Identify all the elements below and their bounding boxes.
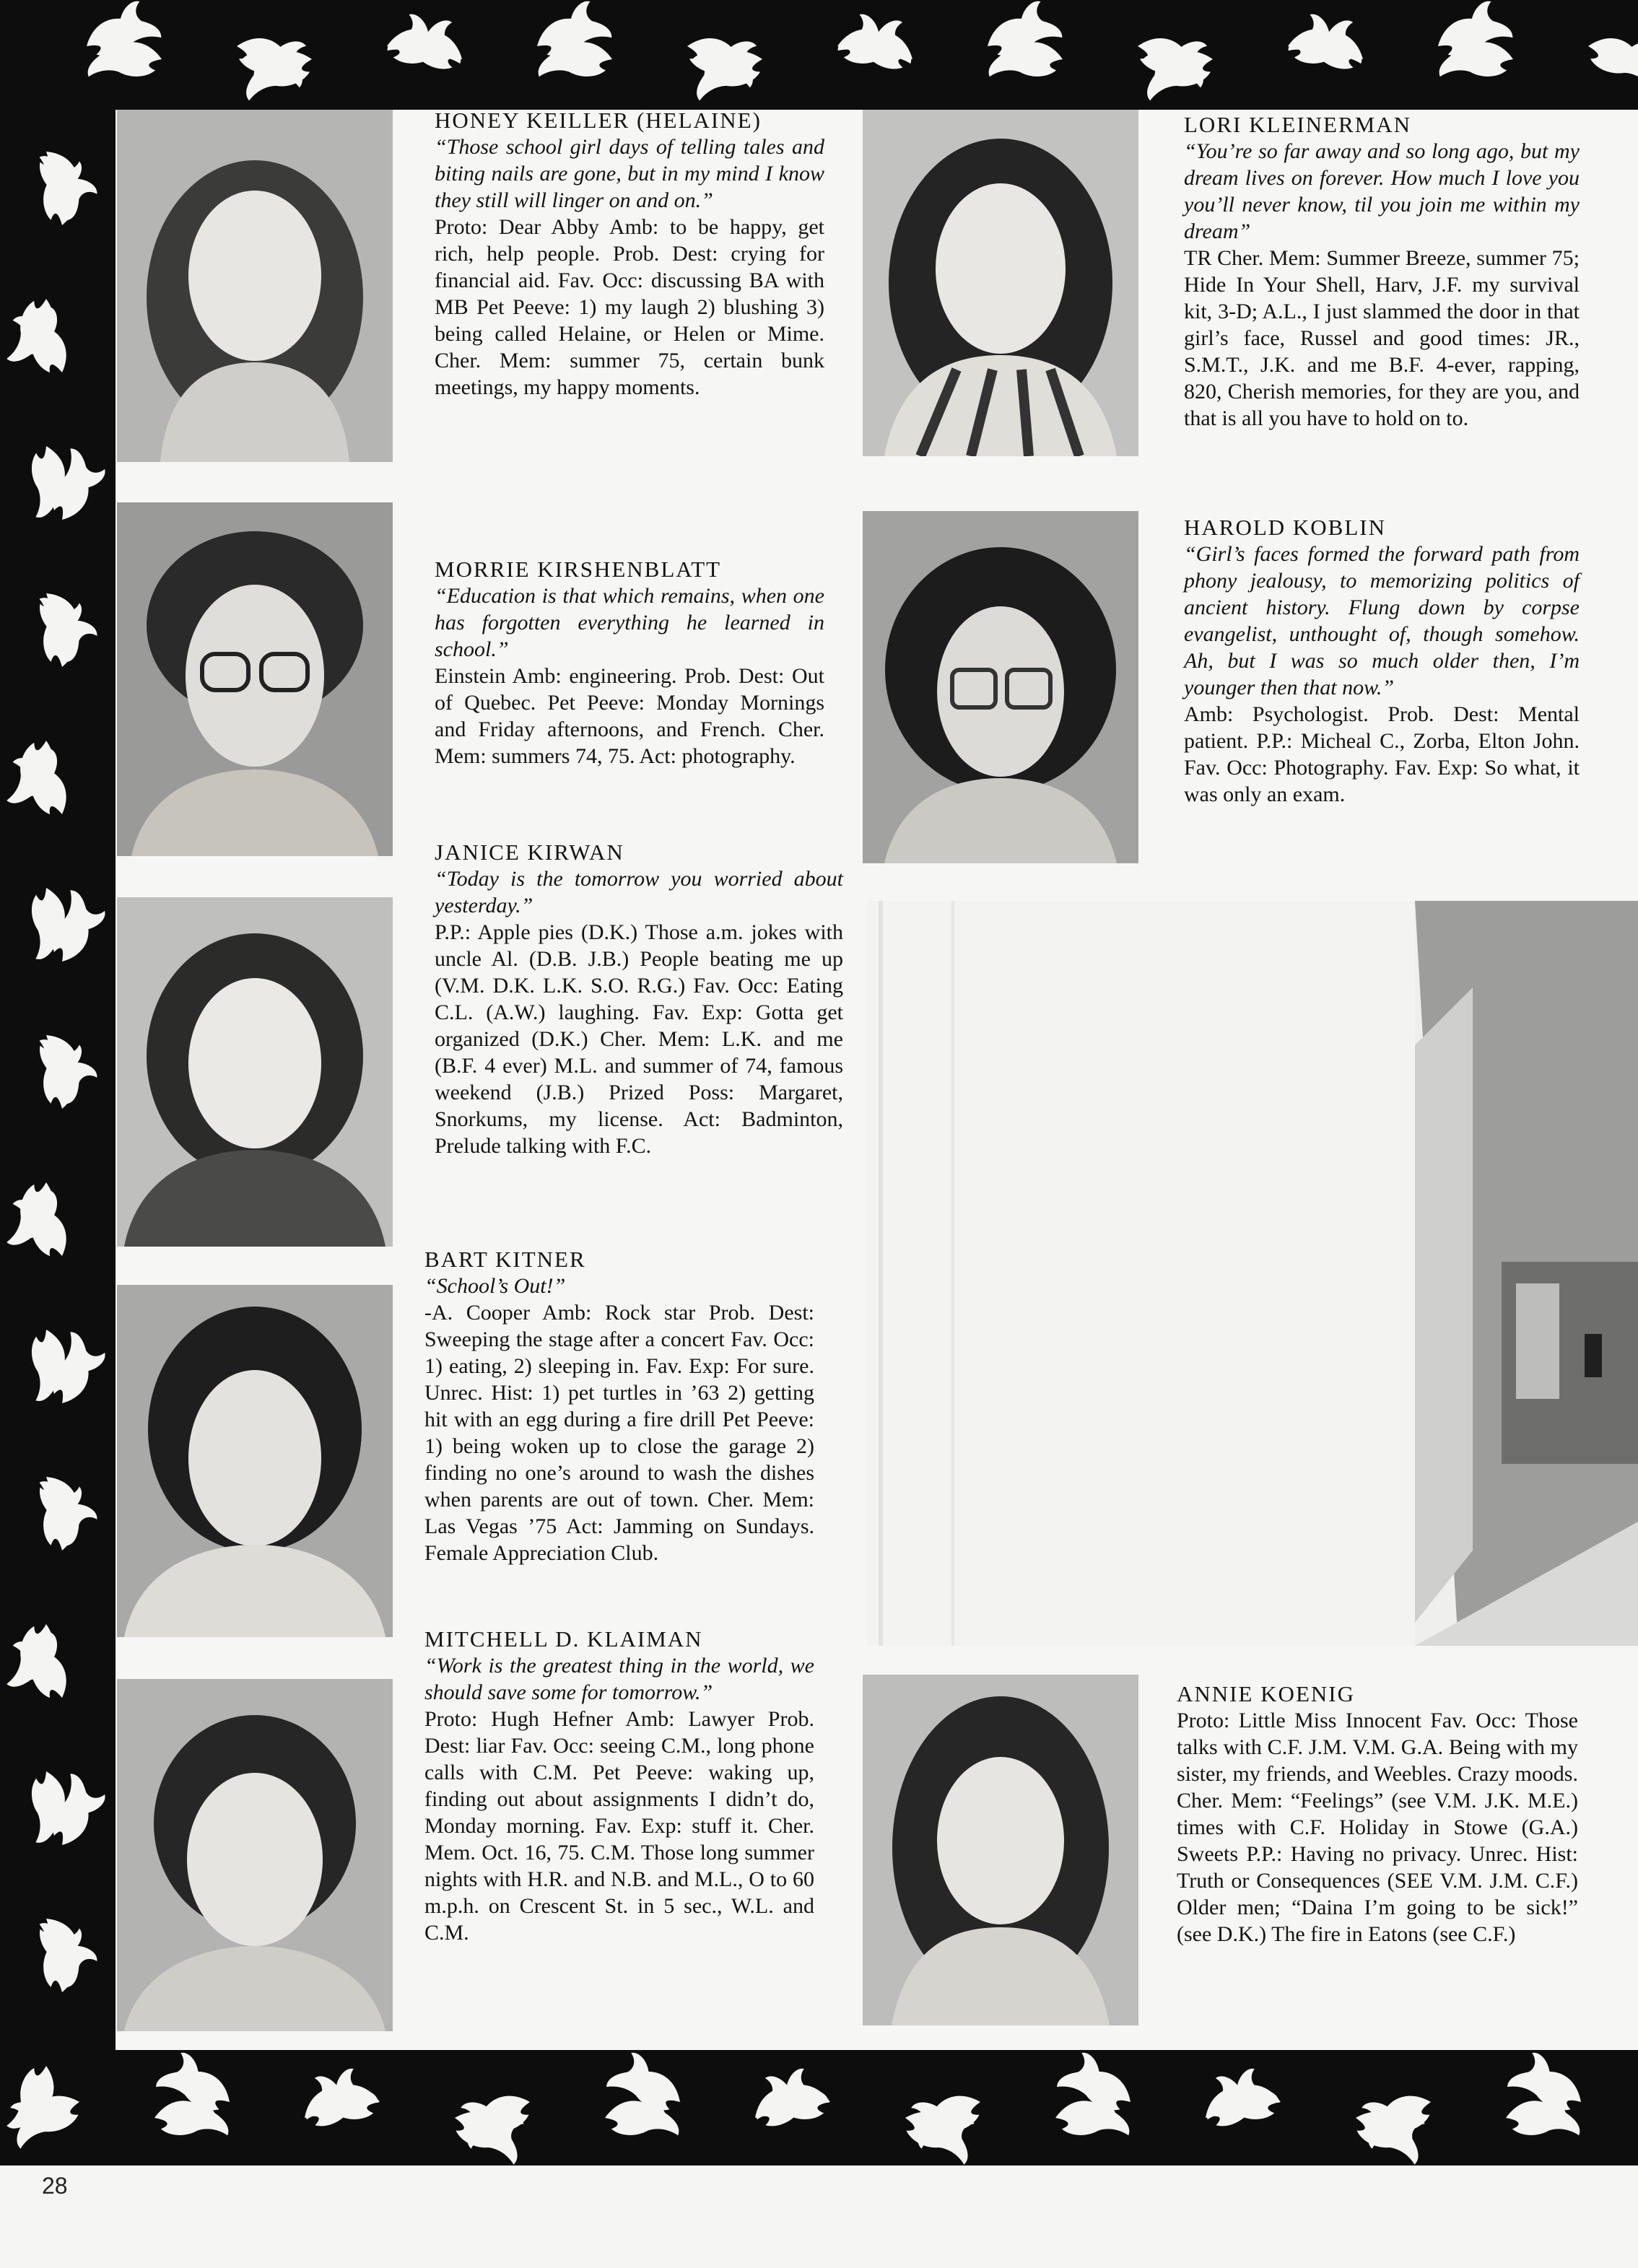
portrait-photo-morrie-kirshenblatt (117, 502, 393, 856)
bird-silhouette (1582, 22, 1638, 88)
entry-bart-kitner (424, 1246, 814, 1566)
student-details: -A. Cooper Amb: Rock star Prob. Dest: Sweeping the stage after a concert Fav. Occ: 1) eating, 2) sleeping in. Fav. Exp: For sure. Unrec. Hist: 1) pet turtles in ’63 2) getting hit with an egg during a fire drill Pet Peeve: 1) being woken up to close the garage 2) finding no one’s around to wash the dishes when parents are out of town. Cher. Mem: Las Vegas ’75 Act: Jamming on Sundays. Female Appreciation Club. (424, 1301, 814, 1565)
entry-lori-kleinerman (1184, 111, 1580, 432)
student-name: MORRIE KIRSHENBLATT (435, 557, 722, 582)
student-name: LORI KLEINERMAN (1184, 112, 1411, 137)
student-name: JANICE KIRWAN (435, 839, 624, 865)
entry-janice-kirwan (435, 839, 843, 1159)
hallway-photo (866, 901, 1638, 1646)
student-name: HONEY KEILLER (HELAINE) (435, 108, 762, 133)
portrait-photo-janice-kirwan (117, 897, 393, 1247)
student-details: Proto: Little Miss Innocent Fav. Occ: Those talks with C.F. J.M. V.M. G.A. Being with my sister, my friends, and Weebles. Crazy moods. Cher. Mem: “Feelings” (see V.M. J.K. M.E.) times with C.F. Holiday in Stowe (G.A.) Sweets P.P.: Having no privacy. Unrec. Hist: Truth or Consequences (SEE V.M. J.M. C.F.) Older men; “Daina I’m going to be sick!” (see D.K.) The fire in Eatons (see C.F.) (1177, 1709, 1578, 1946)
entry-harold-koblin (1184, 514, 1580, 808)
portrait-photo-honey-keiller (117, 110, 393, 462)
student-quote: “Work is the greatest thing in the world, we should save some for tomorrow.” (424, 1654, 814, 1704)
portrait-photo-mitchell-klaiman (117, 1679, 393, 2031)
student-details: Proto: Hugh Hefner Amb: Lawyer Prob. Dest: liar Fav. Occ: seeing C.M., long phone calls with C.M. Pet Peeve: waking up, finding out about assignments I didn’t do, Monday morning. Fav. Exp: stuff it. Cher. Mem. Oct. 16, 75. C.M. Those long summer nights with H.R. and N.B. and M.L., O to 60 m.p.h. on Crescent St. in 5 sec., W.L. and C.M. (424, 1707, 814, 1945)
student-details: Proto: Dear Abby Amb: to be happy, get rich, help people. Prob. Dest: crying for financial aid. Fav. Occ: discussing BA with MB Pet Peeve: 1) my laugh 2) blushing 3) being called Helaine, or Helen or Mime. Cher. Mem: summer 75, certain bunk meetings, my happy moments. (435, 215, 824, 399)
student-name: BART KITNER (424, 1247, 586, 1272)
entry-morrie-kirshenblatt (435, 556, 824, 769)
student-quote: “You’re so far away and so long ago, but my dream lives on forever. How much I love you you’ll never know, til you join me within my dream” (1184, 139, 1580, 243)
portrait-photo-bart-kitner (117, 1285, 393, 1637)
entry-annie-koenig (1177, 1680, 1578, 1948)
bird-silhouette (1288, 10, 1372, 76)
portrait-photo-annie-koenig (863, 1675, 1138, 2025)
student-quote: “Girl’s faces formed the forward path from phony jealousy, to memorizing politics of ancient history. Flung down by corpse evangelist, unthought of, though somehow. Ah, but I was so much older then, I’m younger then that now.” (1184, 542, 1580, 699)
student-details: Einstein Amb: engineering. Prob. Dest: Out of Quebec. Pet Peeve: Monday Mornings and Friday afternoons, and French. Cher. Mem: summers 74, 75. Act: photography. (435, 664, 824, 768)
student-quote: “School’s Out!” (424, 1274, 566, 1298)
entry-honey-keiller (435, 107, 824, 401)
bird-silhouette (387, 10, 471, 76)
student-details: TR Cher. Mem: Summer Breeze, summer 75; Hide In Your Shell, Harv, J.F. my survival kit, 3-D; A.L., I just slammed the door in that girl’s face, Russel and good times: JR., S.M.T., J.K. and me B.F. 4-ever, rapping, 820, Cherish memories, for they are you, and that is all you have to hold on to. (1184, 246, 1580, 430)
bird-silhouette (837, 10, 922, 76)
entry-mitchell-klaiman (424, 1626, 814, 1946)
student-quote: “Education is that which remains, when one has forgotten everything he learned in school.” (435, 584, 824, 661)
page-number: 28 (42, 2173, 68, 2199)
student-name: HAROLD KOBLIN (1184, 515, 1387, 540)
portrait-photo-lori-kleinerman (863, 110, 1138, 456)
student-quote: “Today is the tomorrow you worried about yesterday.” (435, 867, 843, 917)
student-quote: “Those school girl days of telling tales and biting nails are gone, but in my mind I know they still will linger on and on.” (435, 135, 824, 212)
student-name: ANNIE KOENIG (1177, 1681, 1355, 1706)
portrait-photo-harold-koblin (863, 511, 1138, 863)
student-details: P.P.: Apple pies (D.K.) Those a.m. jokes with uncle Al. (D.B. J.B.) People beating me up (V.M. D.K. L.K. S.O. R.G.) Fav. Occ: Eating C.L. (A.W.) laughing. Fav. Exp: Gotta get organized (D.K.) Cher. Mem: L.K. and me (B.F. 4 ever) M.L. and summer of 74, famous weekend (J.B.) Prized Poss: Margaret, Snorkums, my license. Act: Badminton, Prelude talking with F.C. (435, 920, 843, 1158)
student-details: Amb: Psychologist. Prob. Dest: Mental patient. P.P.: Micheal C., Zorba, Elton John. Fav. Occ: Photography. Fav. Exp: So what, it was only an exam. (1184, 702, 1580, 806)
student-name: MITCHELL D. KLAIMAN (424, 1626, 703, 1652)
